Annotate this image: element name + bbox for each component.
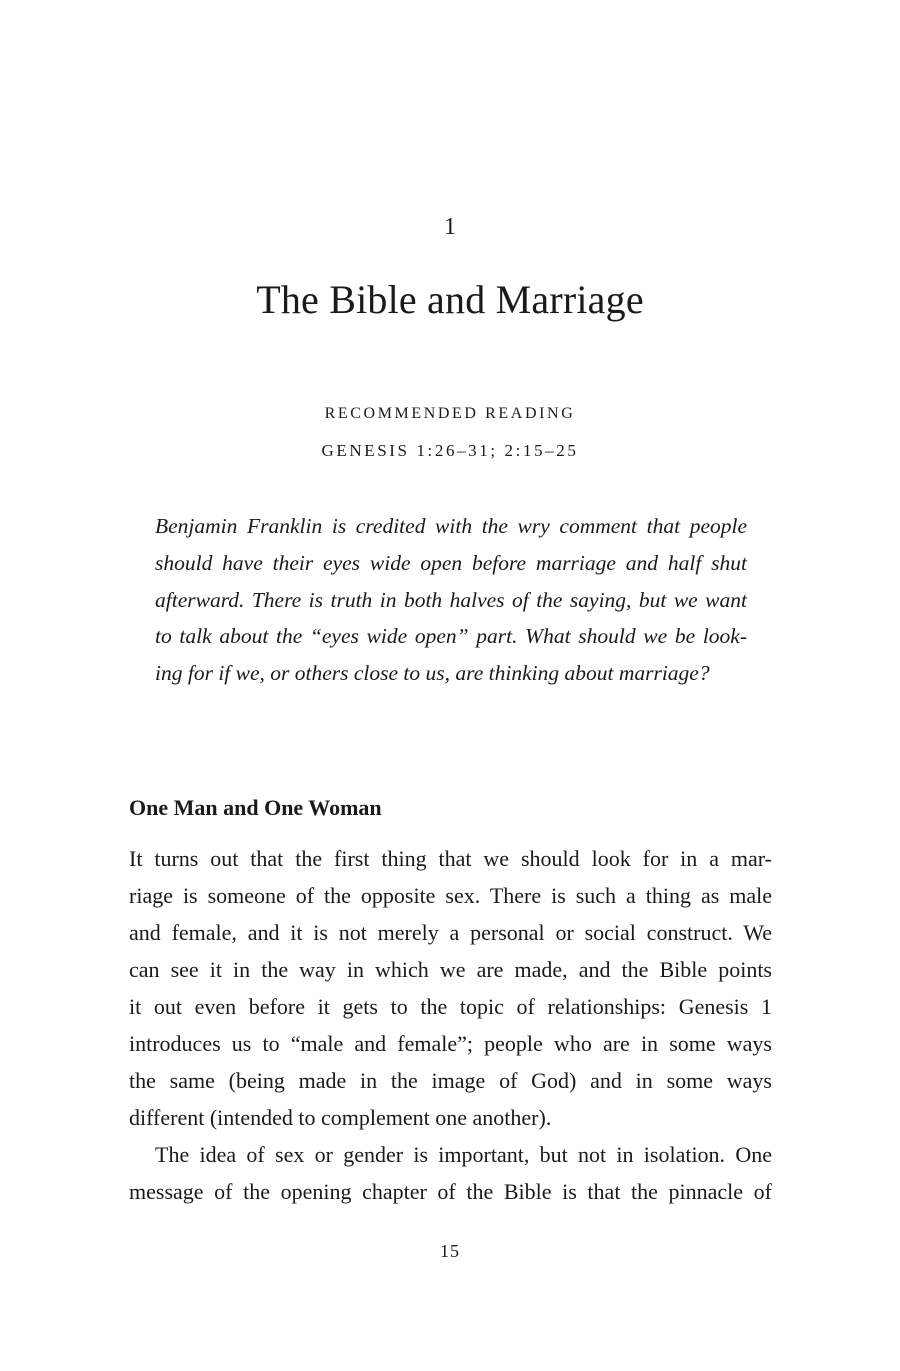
body-line: it out even before it gets to the topic of relationships: Genesis 1 — [129, 994, 772, 1019]
chapter-number: 1 — [444, 214, 456, 240]
page-number: 15 — [440, 1241, 460, 1261]
intro-line: afterward. There is truth in both halves of the saying, but we want — [155, 587, 747, 612]
body-line: It turns out that the first thing that we should look for in a mar- — [129, 846, 772, 871]
body-line: message of the opening chapter of the Bible is that the pinnacle of — [129, 1179, 772, 1204]
intro-line: Benjamin Franklin is credited with the wry comment that people — [155, 514, 747, 538]
body-line: different (intended to complement one another). — [129, 1105, 552, 1130]
section-heading: One Man and One Woman — [129, 795, 382, 820]
body-line: can see it in the way in which we are made, and the Bible points — [129, 957, 772, 982]
intro-line: to talk about the “eyes wide open” part. What should we be look- — [155, 624, 747, 649]
recommended-reading-label: RECOMMENDED READING — [324, 405, 576, 422]
intro-line: should have their eyes wide open before marriage and half shut — [155, 550, 747, 575]
intro-line: ing for if we, or others close to us, are thinking about marriage? — [155, 661, 710, 686]
chapter-intro — [155, 508, 747, 692]
chapter-title: The Bible and Marriage — [256, 277, 644, 322]
body-line: the same (being made in the image of God) and in some ways — [129, 1068, 772, 1093]
body-text — [129, 840, 772, 1210]
recommended-reading-reference: GENESIS 1:26–31; 2:15–25 — [321, 441, 579, 460]
body-line: riage is someone of the opposite sex. There is such a thing as male — [129, 883, 772, 908]
body-line: and female, and it is not merely a personal or social construct. We — [129, 920, 772, 945]
body-line: introduces us to “male and female”; people who are in some ways — [129, 1031, 772, 1056]
body-line: The idea of sex or gender is important, but not in isolation. One — [155, 1142, 772, 1167]
